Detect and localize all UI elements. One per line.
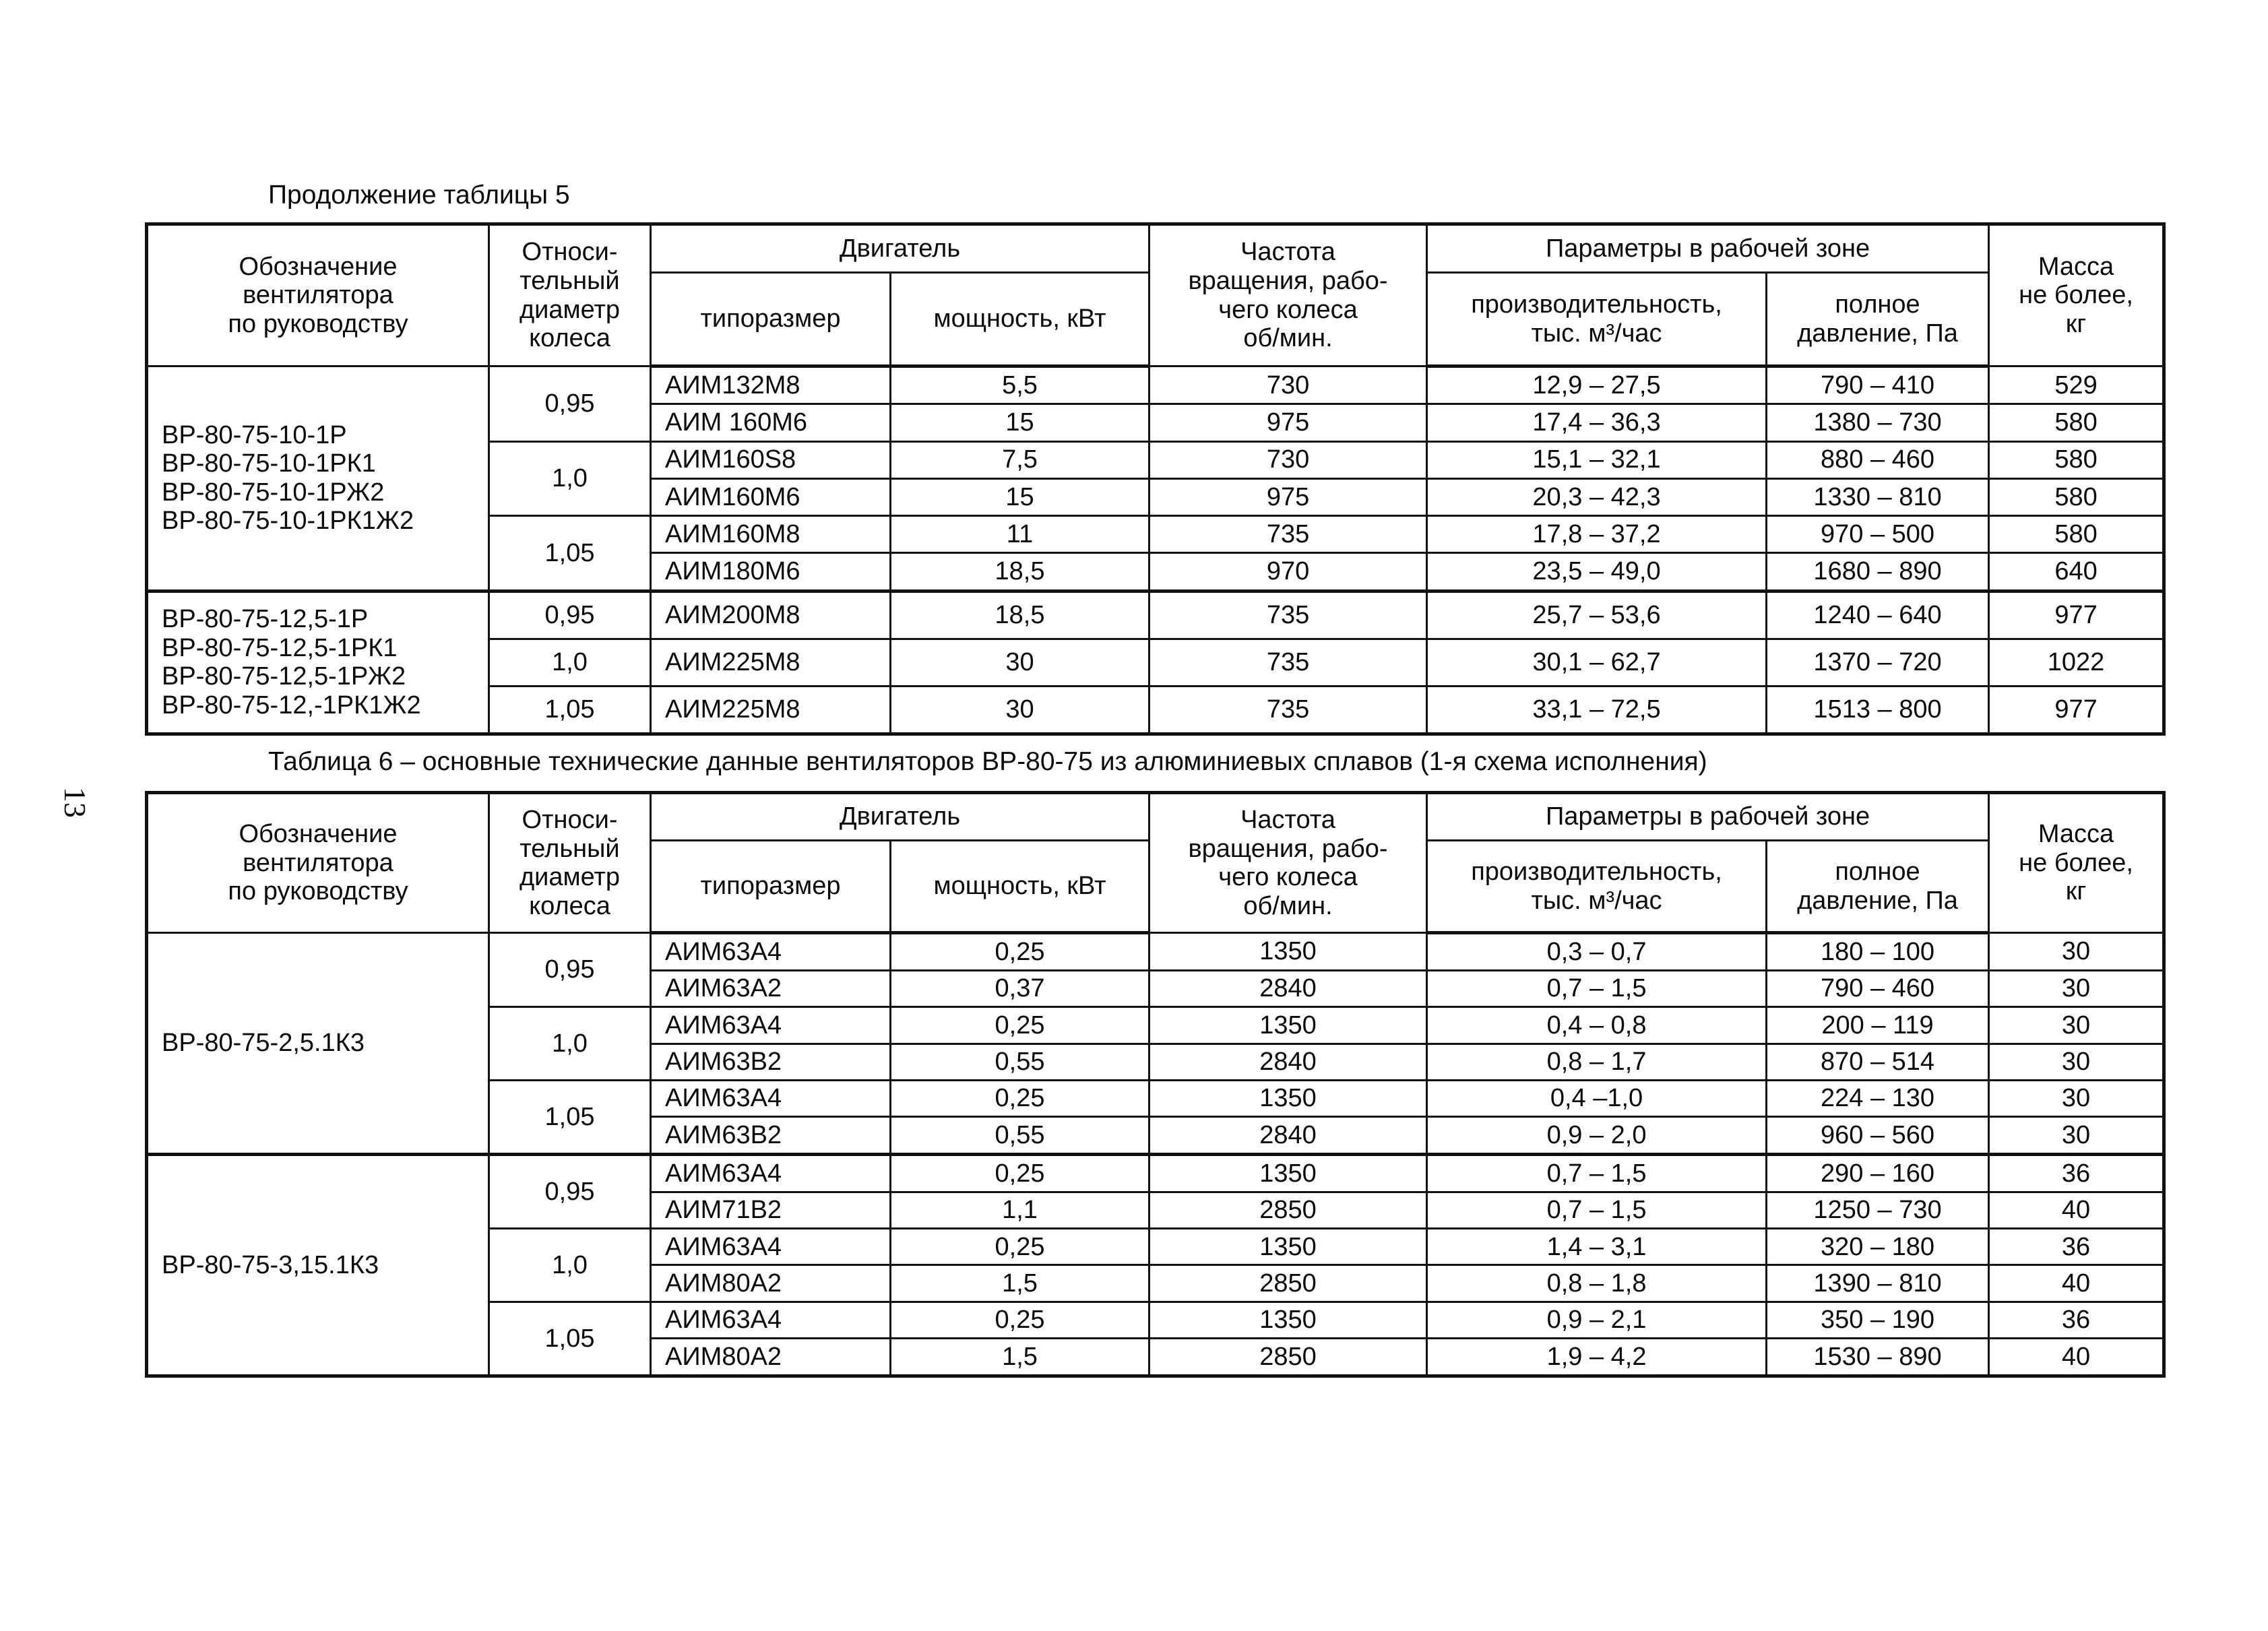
motor-power: 0,25 — [891, 1229, 1149, 1265]
capacity: 0,7 – 1,5 — [1427, 1155, 1767, 1192]
motor-type: АИМ63А4 — [651, 1081, 891, 1117]
header-rotation-line: об/мин. — [1243, 324, 1333, 353]
mass: 580 — [1989, 441, 2164, 478]
header-designation-line: вентилятора — [243, 848, 393, 877]
header-capacity — [1427, 841, 1767, 933]
rotation-speed: 975 — [1149, 404, 1427, 441]
pressure: 1513 – 800 — [1767, 686, 1989, 734]
mass: 40 — [1989, 1265, 2164, 1302]
header-mass-line: не более, — [2019, 281, 2133, 310]
mass: 529 — [1989, 366, 2164, 404]
motor-type: АИМ63А4 — [651, 1007, 891, 1044]
motor-type: АИМ63А4 — [651, 1155, 891, 1192]
table6 — [145, 791, 2166, 1378]
header-row — [147, 793, 2164, 841]
mass: 30 — [1989, 933, 2164, 971]
mass: 30 — [1989, 1081, 2164, 1117]
rotation-speed: 2840 — [1149, 1044, 1427, 1080]
rotation-speed: 1350 — [1149, 1007, 1427, 1044]
pressure: 350 – 190 — [1767, 1302, 1989, 1338]
mass: 580 — [1989, 478, 2164, 515]
mass: 36 — [1989, 1155, 2164, 1192]
rotation-speed: 2840 — [1149, 1117, 1427, 1155]
table5-caption: Продолжение таблицы 5 — [268, 181, 570, 210]
wheel-diameter: 1,0 — [489, 639, 651, 686]
capacity: 20,3 – 42,3 — [1427, 478, 1767, 515]
fan-designation-line: ВР-80-75-12,-1РК1Ж2 — [162, 691, 421, 719]
wheel-diameter: 0,95 — [489, 591, 651, 639]
wheel-diameter: 0,95 — [489, 1155, 651, 1229]
header-rotation-line: вращения, рабо- — [1188, 266, 1388, 295]
mass: 40 — [1989, 1192, 2164, 1228]
motor-type: АИМ180М6 — [651, 553, 891, 591]
header-motor: Двигатель — [651, 224, 1149, 273]
wheel-diameter: 0,95 — [489, 366, 651, 442]
rotation-speed: 730 — [1149, 366, 1427, 404]
header-diameter-line: Относи- — [522, 805, 618, 834]
fan-designation-line: ВР-80-75-10-1РК1 — [162, 449, 376, 478]
pressure: 1330 – 810 — [1767, 478, 1989, 515]
capacity: 25,7 – 53,6 — [1427, 591, 1767, 639]
mass: 30 — [1989, 970, 2164, 1006]
capacity: 0,9 – 2,0 — [1427, 1117, 1767, 1155]
header-rotation-line: чего колеса — [1218, 863, 1358, 892]
table5 — [145, 222, 2166, 736]
capacity: 15,1 – 32,1 — [1427, 441, 1767, 478]
header-diameter-line: диаметр — [519, 295, 621, 324]
motor-type: АИМ63В2 — [651, 1044, 891, 1080]
motor-power: 1,1 — [891, 1192, 1149, 1228]
rotation-speed: 1350 — [1149, 1155, 1427, 1192]
pressure: 790 – 460 — [1767, 970, 1989, 1006]
rotation-speed: 735 — [1149, 639, 1427, 686]
pressure: 870 – 514 — [1767, 1044, 1989, 1080]
header-pressure-line: полное — [1835, 858, 1920, 887]
rotation-speed: 2850 — [1149, 1265, 1427, 1302]
pressure: 960 – 560 — [1767, 1117, 1989, 1155]
motor-power: 11 — [891, 516, 1149, 553]
header-motor-power: мощность, кВт — [891, 841, 1149, 933]
rotation-speed: 730 — [1149, 441, 1427, 478]
motor-power: 0,55 — [891, 1044, 1149, 1080]
motor-power: 0,25 — [891, 1302, 1149, 1338]
header-diameter-line: колеса — [529, 891, 610, 920]
fan-designation-line: ВР-80-75-3,15.1К3 — [162, 1250, 379, 1279]
rotation-speed: 1350 — [1149, 933, 1427, 971]
pressure: 1390 – 810 — [1767, 1265, 1989, 1302]
rotation-speed: 975 — [1149, 478, 1427, 515]
motor-power: 7,5 — [891, 441, 1149, 478]
motor-type: АИМ 160М6 — [651, 404, 891, 441]
capacity: 0,4 –1,0 — [1427, 1081, 1767, 1117]
motor-type: АИМ160М6 — [651, 478, 891, 515]
rotation-speed: 735 — [1149, 516, 1427, 553]
pressure: 1250 – 730 — [1767, 1192, 1989, 1228]
header-diameter — [489, 793, 651, 933]
motor-power: 15 — [891, 478, 1149, 515]
pressure: 790 – 410 — [1767, 366, 1989, 404]
header-row — [147, 224, 2164, 273]
wheel-diameter: 1,0 — [489, 1007, 651, 1081]
mass: 1022 — [1989, 639, 2164, 686]
header-capacity-line: производительность, — [1471, 290, 1722, 319]
header-rotation-line: вращения, рабо- — [1188, 834, 1388, 863]
pressure: 320 – 180 — [1767, 1229, 1989, 1265]
header-diameter-line: тельный — [519, 834, 620, 863]
motor-type: АИМ71В2 — [651, 1192, 891, 1228]
fan-designation-line: ВР-80-75-10-1Р — [162, 420, 347, 449]
motor-power: 5,5 — [891, 366, 1149, 404]
capacity: 17,8 – 37,2 — [1427, 516, 1767, 553]
table-row — [147, 1155, 2164, 1192]
fan-designation-line: ВР-80-75-12,5-1РК1 — [162, 633, 398, 662]
rotation-speed: 2850 — [1149, 1192, 1427, 1228]
header-rotation — [1149, 224, 1427, 366]
header-mass-line: не более, — [2019, 848, 2133, 877]
motor-type: АИМ200М8 — [651, 591, 891, 639]
mass: 30 — [1989, 1044, 2164, 1080]
rotation-speed: 2840 — [1149, 970, 1427, 1006]
capacity: 0,8 – 1,7 — [1427, 1044, 1767, 1080]
pressure: 200 – 119 — [1767, 1007, 1989, 1044]
header-rotation — [1149, 793, 1427, 933]
motor-type: АИМ225М8 — [651, 686, 891, 734]
motor-power: 0,37 — [891, 970, 1149, 1006]
capacity: 0,9 – 2,1 — [1427, 1302, 1767, 1338]
header-designation — [147, 793, 489, 933]
header-rotation-line: Частота — [1240, 238, 1335, 267]
header-designation-line: вентилятора — [243, 281, 393, 310]
motor-power: 15 — [891, 404, 1149, 441]
wheel-diameter: 1,05 — [489, 686, 651, 734]
capacity: 0,7 – 1,5 — [1427, 1192, 1767, 1228]
rotation-speed: 970 — [1149, 553, 1427, 591]
pressure: 224 – 130 — [1767, 1081, 1989, 1117]
motor-type: АИМ160S8 — [651, 441, 891, 478]
header-mass-line: Масса — [2038, 252, 2114, 281]
header-params: Параметры в рабочей зоне — [1427, 793, 1989, 841]
header-motor-type: типоразмер — [651, 273, 891, 366]
wheel-diameter: 0,95 — [489, 933, 651, 1007]
capacity: 12,9 – 27,5 — [1427, 366, 1767, 404]
pressure: 180 – 100 — [1767, 933, 1989, 971]
header-motor: Двигатель — [651, 793, 1149, 841]
header-mass — [1989, 224, 2164, 366]
header-pressure — [1767, 841, 1989, 933]
pressure: 880 – 460 — [1767, 441, 1989, 478]
motor-power: 18,5 — [891, 553, 1149, 591]
fan-designation-line: ВР-80-75-2,5.1К3 — [162, 1029, 365, 1058]
pressure: 1370 – 720 — [1767, 639, 1989, 686]
mass: 977 — [1989, 591, 2164, 639]
wheel-diameter: 1,05 — [489, 1302, 651, 1376]
mass: 40 — [1989, 1339, 2164, 1376]
header-diameter-line: тельный — [519, 266, 620, 295]
table-row — [147, 591, 2164, 639]
capacity: 0,8 – 1,8 — [1427, 1265, 1767, 1302]
header-mass-line: кг — [2065, 309, 2087, 338]
pressure: 1530 – 890 — [1767, 1339, 1989, 1376]
fan-designation — [147, 933, 489, 1155]
header-designation — [147, 224, 489, 366]
capacity: 0,3 – 0,7 — [1427, 933, 1767, 971]
header-pressure-line: полное — [1835, 290, 1920, 319]
mass: 580 — [1989, 404, 2164, 441]
mass: 977 — [1989, 686, 2164, 734]
motor-power: 0,25 — [891, 933, 1149, 971]
header-capacity-line: тыс. м³/час — [1531, 319, 1662, 348]
motor-power: 0,55 — [891, 1117, 1149, 1155]
wheel-diameter: 1,05 — [489, 1081, 651, 1155]
fan-designation — [147, 591, 489, 734]
header-motor-type: типоразмер — [651, 841, 891, 933]
header-params: Параметры в рабочей зоне — [1427, 224, 1989, 273]
header-pressure-line: давление, Па — [1797, 886, 1958, 915]
header-pressure-line: давление, Па — [1797, 319, 1958, 348]
pressure: 1380 – 730 — [1767, 404, 1989, 441]
header-rotation-line: Частота — [1240, 805, 1335, 834]
mass: 36 — [1989, 1302, 2164, 1338]
rotation-speed: 1350 — [1149, 1302, 1427, 1338]
motor-type: АИМ132М8 — [651, 366, 891, 404]
table-row — [147, 933, 2164, 971]
header-diameter-line: диаметр — [519, 863, 621, 892]
pressure: 290 – 160 — [1767, 1155, 1989, 1192]
header-capacity-line: производительность, — [1471, 858, 1722, 887]
capacity: 17,4 – 36,3 — [1427, 404, 1767, 441]
rotation-speed: 2850 — [1149, 1339, 1427, 1376]
motor-type: АИМ63А4 — [651, 933, 891, 971]
header-designation-line: Обозначение — [239, 820, 398, 849]
rotation-speed: 735 — [1149, 686, 1427, 734]
header-rotation-line: об/мин. — [1243, 891, 1333, 920]
mass: 580 — [1989, 516, 2164, 553]
motor-power: 0,25 — [891, 1007, 1149, 1044]
motor-power: 30 — [891, 639, 1149, 686]
capacity: 1,4 – 3,1 — [1427, 1229, 1767, 1265]
fan-designation-line: ВР-80-75-10-1РК1Ж2 — [162, 507, 414, 536]
wheel-diameter: 1,0 — [489, 441, 651, 515]
header-mass — [1989, 793, 2164, 933]
mass: 640 — [1989, 553, 2164, 591]
wheel-diameter: 1,05 — [489, 516, 651, 591]
header-diameter-line: колеса — [529, 324, 610, 353]
motor-power: 0,25 — [891, 1155, 1149, 1192]
header-designation-line: по руководству — [228, 309, 408, 338]
motor-type: АИМ63А4 — [651, 1229, 891, 1265]
pressure: 970 – 500 — [1767, 516, 1989, 553]
capacity: 33,1 – 72,5 — [1427, 686, 1767, 734]
header-mass-line: кг — [2065, 877, 2087, 906]
motor-power: 1,5 — [891, 1265, 1149, 1302]
pressure: 1240 – 640 — [1767, 591, 1989, 639]
header-mass-line: Масса — [2038, 820, 2114, 849]
motor-power: 1,5 — [891, 1339, 1149, 1376]
motor-power: 0,25 — [891, 1081, 1149, 1117]
mass: 36 — [1989, 1229, 2164, 1265]
header-motor-power: мощность, кВт — [891, 273, 1149, 366]
capacity: 0,7 – 1,5 — [1427, 970, 1767, 1006]
capacity: 0,4 – 0,8 — [1427, 1007, 1767, 1044]
table-row — [147, 366, 2164, 404]
rotation-speed: 1350 — [1149, 1229, 1427, 1265]
motor-power: 18,5 — [891, 591, 1149, 639]
fan-designation-line: ВР-80-75-12,5-1РЖ2 — [162, 662, 406, 691]
header-designation-line: по руководству — [228, 877, 408, 906]
fan-designation — [147, 366, 489, 591]
motor-type: АИМ80А2 — [651, 1265, 891, 1302]
capacity: 1,9 – 4,2 — [1427, 1339, 1767, 1376]
wheel-diameter: 1,0 — [489, 1229, 651, 1302]
motor-power: 30 — [891, 686, 1149, 734]
table6-caption: Таблица 6 – основные технические данные вентиляторов ВР-80-75 из алюминиевых сплавов (1-я схема исполнения) — [268, 747, 1707, 776]
header-capacity — [1427, 273, 1767, 366]
page-number: 13 — [58, 787, 92, 818]
fan-designation — [147, 1155, 489, 1376]
motor-type: АИМ225М8 — [651, 639, 891, 686]
motor-type: АИМ63В2 — [651, 1117, 891, 1155]
header-rotation-line: чего колеса — [1218, 295, 1358, 324]
motor-type: АИМ80А2 — [651, 1339, 891, 1376]
mass: 30 — [1989, 1007, 2164, 1044]
motor-type: АИМ63А2 — [651, 970, 891, 1006]
header-diameter-line: Относи- — [522, 238, 618, 267]
rotation-speed: 735 — [1149, 591, 1427, 639]
header-diameter — [489, 224, 651, 366]
motor-type: АИМ63А4 — [651, 1302, 891, 1338]
motor-type: АИМ160М8 — [651, 516, 891, 553]
header-capacity-line: тыс. м³/час — [1531, 886, 1662, 915]
fan-designation-line: ВР-80-75-10-1РЖ2 — [162, 478, 385, 507]
capacity: 23,5 – 49,0 — [1427, 553, 1767, 591]
fan-designation-line: ВР-80-75-12,5-1Р — [162, 605, 369, 634]
pressure: 1680 – 890 — [1767, 553, 1989, 591]
header-designation-line: Обозначение — [239, 252, 398, 281]
rotation-speed: 1350 — [1149, 1081, 1427, 1117]
capacity: 30,1 – 62,7 — [1427, 639, 1767, 686]
mass: 30 — [1989, 1117, 2164, 1155]
header-pressure — [1767, 273, 1989, 366]
